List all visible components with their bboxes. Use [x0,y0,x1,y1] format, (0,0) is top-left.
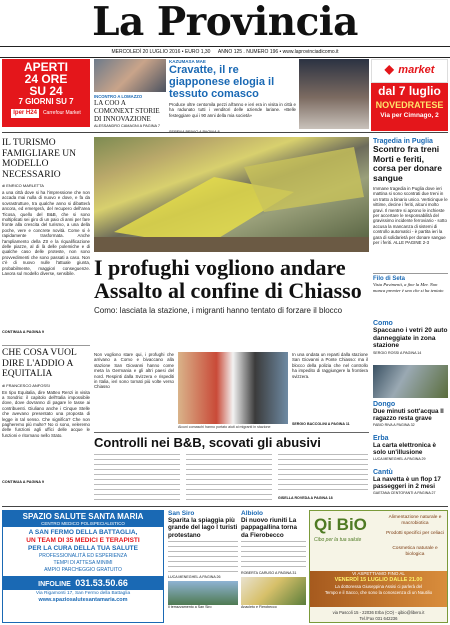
qibio-ad[interactable] [309,510,448,623]
albiolo-kicker: Albiolo [241,510,264,517]
right-ad-brand: market [398,64,435,76]
dongo-kicker: Dongo [373,401,396,408]
puglia-text: Immane tragedia in Puglia dove ieri mattina si sono scontrati due treni in un tratto a binario unico. Verticinque le vittime, decine i feriti, alcuni molto gravi. Il mentre si aprono le inchieste per accertare le responsabilità del gravissimo incidente ferroviario - sotto accusa la mancanza di sistemi di controllo automatici - è partita ieri la gara di solidarietà per donare sangue per i feriti. ALLE PAGINE 2-3 [373,186,448,246]
issue: ANNO 125 . NUMERO 196 • www.laprovinciadicomo.it [217,49,339,55]
carrefour-icon: ◆ [384,62,394,76]
bnb-text-col-2 [186,454,272,500]
main-headline-1: I profughi vogliono andare [94,255,346,280]
qibio-promo-band [310,571,447,607]
incontro-title: LA COO A COMONEXT STORIE DI INNOVAZIONE [94,99,160,123]
date: MERCOLEDÌ 20 LUGLIO 2016 • EURO 1,30 [111,49,211,55]
main-byline: SERGIO BACCOLINI A PAGINA 11 [292,422,350,426]
cantu-title: La navetta è un flop 17 passeggeri in 2 mesi [373,476,441,491]
equitalia-title: CHE COSA VUOL DIRE L'ADDIO A EQUITALIA [2,348,77,379]
left-ad-line4: 7 GIORNI SU 7 [18,97,74,106]
spazio-line3: PER LA CURA DELLA TUA SALUTE [28,545,138,552]
albiolo-title: Di nuovo riuniti La pappagallina torna da Fierobecco [241,517,297,539]
train-wreck-graphic [94,137,369,252]
turismo-title: IL TURISMO FAMIGLIARE UN MODELLO NECESSARIO [2,138,76,180]
spazio-title: SPAZIO SALUTE SANTA MARIA [22,512,144,521]
main-deck: Como: lasciata la stazione, i migranti hanno tentato di forzare il blocco [94,306,343,315]
spazio-line1: A SAN FERMO DELLA BATTAGLIA, [28,529,138,536]
spazio-b1: PROFESSIONALITÀ ED ESPERIENZA [38,553,128,559]
qibio-promo4: Tempo e il Sacco, che sono la conoscenza di un Nautilio [324,589,433,595]
filo-box[interactable] [373,273,448,316]
bnb-text-col-3 [278,454,368,494]
puglia-box[interactable] [373,138,448,268]
spazio-subtitle: CENTRO MEDICO POLISPECIALISTICO [41,521,125,526]
sansiro-photo [168,581,238,605]
qibio-r3: Cosmetica naturale e biologica [392,546,438,557]
bottom-rule [2,506,448,507]
sansiro-title: Sparita la spiaggia più grande del lago I turisti protestano [168,517,238,539]
turismo-column[interactable] [2,138,90,338]
qibio-logo: Qi BiO [314,515,367,534]
kazumasa-text: Produce oltre centomila pezzi all'anno e ieri era in visita in città e ha radunato tutti i venditori delle aziende lariane. «Belle festeggiare qui i 90 anni della mia società» [169,102,296,118]
left-ad[interactable] [2,59,90,127]
left-ad-line2: 24 ORE [24,72,68,86]
equitalia-text: En tipo Equitalia, dire Matteo Renzi in visita a Sondrio: il capitolo dell'Italia impossibile dove, dove dovranno di pagare le tasse ai contribuenti. Giuliano anche i Cinque Stelle che avevano presentato una proposta di legge in tal senso. Che significa? Che non pagheremo più multe? No ci sono, veleremo delle funzioni agli uffici delle acque le funzioni e ritornano nello Stato. [2,389,90,438]
equitalia-byline: di FRANCESCO ANFOSSI [2,382,50,388]
albiolo-box[interactable] [241,510,306,623]
incontro-kicker: INCONTRO A LOMAZZO [94,94,143,99]
puglia-kicker: Tragedia in Puglia [373,138,433,145]
filo-title: Filo di Seta [373,276,406,282]
train-crash-photo [94,137,369,252]
bnb-rule [94,432,369,433]
right-ad-brand-bar [371,59,448,83]
como-byline: SERGIO ROSSI A PAGINA 14 [373,350,422,355]
top-rule [2,132,448,133]
erba-box[interactable] [373,435,448,467]
right-ad-body [371,83,448,131]
albiolo-photo [241,577,306,605]
carrefour-logo: Carrefour Market [42,110,81,116]
incontro-box[interactable] [94,59,166,129]
albiolo-byline: ROBERTA CARUSO A PAGINA 31 [241,570,297,575]
qibio-tagline: Cibo per la tua salute [314,537,362,543]
cantu-kicker: Cantù [373,469,393,476]
spazio-line2: UN TEAM DI 35 MEDICI E TERAPISTI [26,537,140,544]
spazio-header [3,511,163,527]
kazumasa-kicker: KAZUMASA MAE [169,59,206,64]
migrants-photo [178,352,288,424]
dongo-byline: FABIO RIVA A PAGINA 32 [373,422,415,427]
albiolo-caption: Anacleto e Fierobecco [241,604,277,609]
masthead-title: La Provincia [92,0,358,45]
filo-text: Vista Pavimenti, a fine la Mer. Non manca premier è uno che si ha tentato [373,282,444,293]
incontro-byline: ALESSANDRO CAMAGNI A PAGINA 7 [94,124,160,128]
main-text-b: In una ondata un reparti dalla stazione San Giovanni a Ponte Chiasso: ma il blocco della polizia che nel controllo ha impedito di raggiungere la frontiera svizzera. [292,352,368,379]
kazumasa-box[interactable] [169,59,296,129]
right-ad-line3: Via per Cimnago, 2 [380,112,439,119]
left-ad-line1: APERTI [23,60,68,74]
erba-byline: LUCA MENEGHEL A PAGINA 29 [373,456,426,461]
equitalia-cont: CONTINUA A PAGINA 9 [2,479,44,484]
bnb-byline: GISELLA ROVEDA A PAGINA 18 [278,496,333,500]
sansiro-caption: Il terrazzamento a San Siro [168,604,212,609]
spazio-address: Via Rigamonti 17, San Fermo della Battaglia [35,591,131,596]
qibio-address: via Pascoli 15 - 22036 Erba (CO) - qibio@libero.it [332,610,425,615]
albiolo-text [241,541,306,571]
dongo-title: Due minuti sott'acqua Il ragazzo resta grave [373,408,444,423]
incontro-photo [94,59,166,92]
masthead [0,0,450,46]
sansiro-byline: LUCA MENEGHEL A PAGINA 26 [168,574,221,579]
qibio-tel: Tel./Fax 031 642236 [359,616,398,621]
right-ad-line2: NOVEDRATESE [375,100,444,110]
cars-photo [373,365,448,398]
kazumasa-title: Cravatte, il re giapponese elogia il tessuto comasco [169,64,275,100]
spazio-b3: AMPIO PARCHEGGIO GRATUITO [44,567,122,573]
dongo-box[interactable] [373,401,448,433]
puglia-title: Scontro fra treni Morti e feriti, corsa per donare sangue [373,144,442,183]
erba-title: La carta elettronica è solo un'illusione [373,442,436,457]
main-headline-block[interactable] [94,256,369,316]
iper-logo: Iper H24 [13,110,37,116]
qibio-promo3: La dottoressa Giuseppina Assisi ci parlerà del [335,584,422,589]
sansiro-text [168,541,238,575]
qibio-promo1: VI ASPETTIAMO FINO AL [352,571,405,576]
turismo-text: a una città dove si ha l'impressione che non accada mai nulla di nuovo e dove, e fa da sovrastrutture, tra qualche anno si dibatterà ancora, ed emergerà, del recupero dell'area Ticosa, quello del B&B, che si sono moltiplicati sei giro di un paio di anni per fare fronte alla crescita del turismo, a una della poche, vere e concrete novità. Come si è rapidamente trasformata. Anche l'ampliamento della ZtI e la riqualificazione delle piazze, al di là delle polemiche e di qualche caso delle proteste, non sono provvedimenti che sono passati a caso. Non c'è di nuovo nulle l'attuale giunta, probabilmente, maggiori conseguenze. Lavora sul modello diverse, sensibile. [2,190,90,277]
bnb-title[interactable]: Controlli nei B&B, scovati gli abusivi [94,435,321,450]
spazio-phone: 031.53.50.66 [75,578,128,588]
qibio-r2: Prodotti specifici per celiaci [386,531,444,536]
turismo-cont: CONTINUA A PAGINA 9 [2,330,44,334]
kazumasa-photo [299,59,369,129]
spazio-web: www.spaziosalutesantamaria.com [38,597,128,603]
como-kicker: Como [373,320,393,327]
equitalia-column[interactable] [2,345,90,504]
right-ad-line1: dal 7 luglio [378,84,441,98]
spazio-ad[interactable] [2,510,164,623]
qibio-promo2: VENERDÌ 15 LUGLIO DALLE 21.00 [334,577,423,583]
dateline [0,46,450,58]
cantu-byline: GAETANA CENTOFANTI A PAGINA 27 [373,490,436,495]
spazio-phone-label: INFOLINE [38,581,71,588]
sansiro-box[interactable] [168,510,238,623]
left-ad-line3: SU 24 [29,84,63,98]
cantu-box[interactable] [373,469,448,503]
right-ad[interactable] [371,59,448,129]
turismo-byline: di ENRICO MARLETTA [2,183,44,188]
sansiro-kicker: San Siro [168,510,195,517]
spazio-b2: TEMPI DI ATTESA MINIMI [53,560,113,566]
main-text-a: Non vogliono stare qui, i profughi che arrivano a Como e bivaccano alla stazione San Giovanni hanno come meta la Germania e gli altri paesi del nord. Respinti dalla Svizzera e rispediti in Italia, ieri sono tornati più volte verso Chiasso [94,352,174,390]
spazio-phone-bar [3,576,163,590]
erba-kicker: Erba [373,435,389,442]
main-caption: Alcuni comaschi hanno portato aiuti ai migranti in stazione [178,425,271,429]
como-title: Spaccano i vetri 20 auto danneggiate in zona stazione [373,327,448,349]
qibio-r1: Alimentazione naturale e macrobiotica [388,515,442,526]
bnb-text-col-1 [94,454,180,500]
main-headline-2: Assalto al confine di Chiasso [94,278,362,303]
